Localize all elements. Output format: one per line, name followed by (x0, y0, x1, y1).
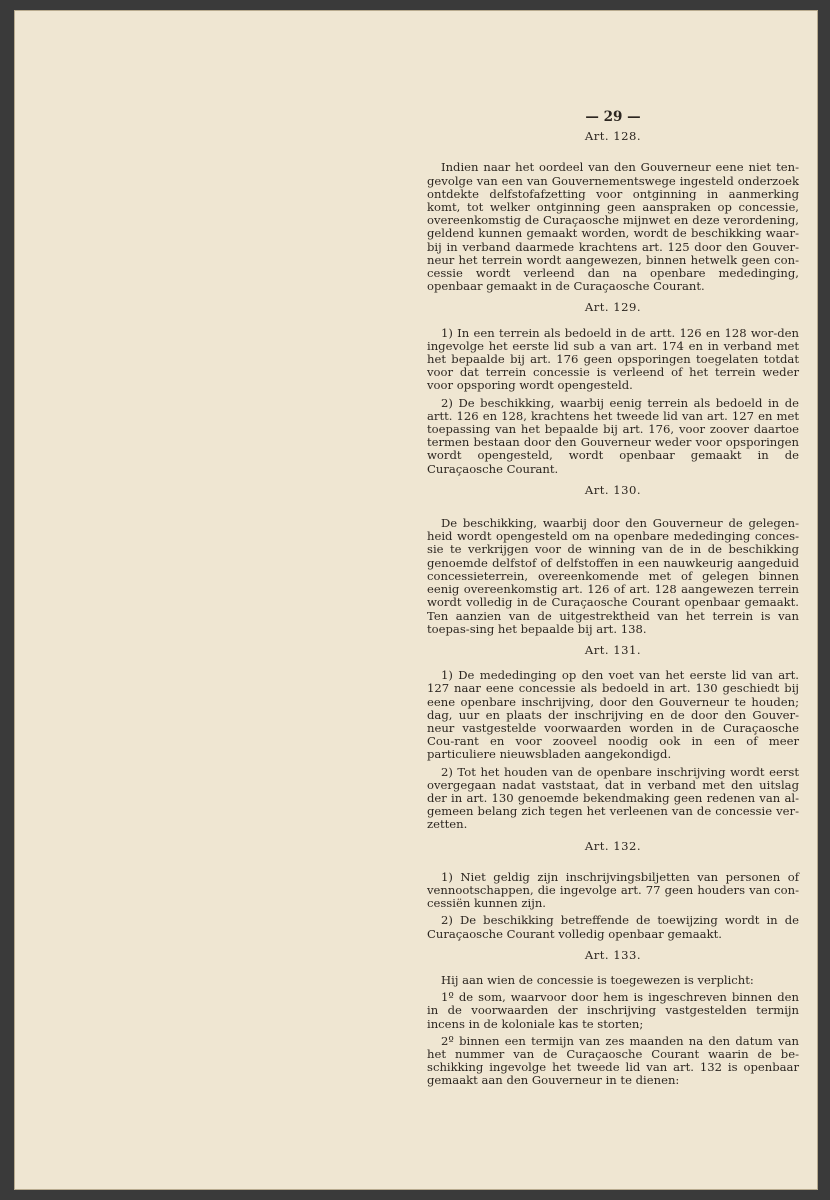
paragraph: Indien naar het oordeel van den Gouverneur eene niet ten-gevolge van een van Gouvernementswege ingesteld onderzoek ontdekte delfstofafzetting voor ontginning in aanmerking komt, tot welker ontginning geen aanspraken op concessie, overeenkomstig de Curaçaosche mijnwet en deze verordening, geldend kunnen gemaakt worden, wordt de beschikking waar-bij in verband daarmede krachtens art. 125 door den Gouver-neur het terrein wordt aangewezen, binnen hetwelk geen con-cessie wordt verleend dan na openbare mededinging, openbaar gemaakt in de Curaçaosche Courant. (427, 160, 799, 294)
paragraph: 2) De beschikking betreffende de toewijzing wordt in de Curaçaosche Courant volledig openbaar gemaakt. (427, 913, 799, 941)
article-heading: Art. 130. (584, 482, 642, 497)
paragraph: 1) De mededinging op den voet van het eerste lid van art. 127 naar eene concessie als bedoeld in art. 130 geschiedt bij eene openbare inschrijving, door den Gouverneur te houden; dag, uur en plaats der inschrijving en de door den Gouver-neur vastgestelde voorwaarden worden in de Curaçaosche Cou-rant en voor zooveel noodig ook in een of meer particuliere nieuwsbladen aangekondigd. (427, 668, 799, 762)
paragraph: Hij aan wien de concessie is toegewezen is verplicht: (441, 972, 754, 987)
article-heading: Art. 128. (584, 129, 642, 144)
document-page (14, 10, 818, 1190)
paragraph: 2) Tot het houden van de openbare inschrijving wordt eerst overgegaan nadat vaststaat, dat in verband met den uitslag der in art. 130 genoemde bekendmaking geen redenen van al-gemeen belang zich tegen het verleenen van de concessie ver-zetten. (427, 764, 799, 832)
paragraph: 2) De beschikking, waarbij eenig terrein als bedoeld in de artt. 126 en 128, krachtens het tweede lid van art. 127 en met toepassing van het bepaalde bij art. 176, voor zoover daartoe termen bestaan door den Gouverneur weder voor opsporingen wordt opengesteld, wordt openbaar gemaakt in de Curaçaosche Courant. (427, 395, 799, 476)
article-heading: Art. 131. (584, 642, 642, 657)
article-heading: Art. 132. (584, 838, 642, 853)
paragraph: 1) In een terrein als bedoeld in de artt. 126 en 128 wor-den ingevolge het eerste lid sub a van art. 174 en in verband met het bepaalde bij art. 176 geen opsporingen toegelaten totdat voor dat terrein concessie is verleend of het terrein weder voor opsporing wordt opengesteld. (427, 325, 799, 393)
paragraph: 2º binnen een termijn van zes maanden na den datum van het nummer van de Curaçaosche Courant waarin de be-schikking ingevolge het tweede lid van art. 132 is openbaar gemaakt aan den Gouverneur in te dienen: (427, 1033, 799, 1088)
article-heading: Art. 129. (584, 300, 642, 315)
page-number: — 29 — (585, 109, 641, 125)
paragraph: 1) Niet geldig zijn inschrijvingsbiljetten van personen of vennootschappen, die ingevolge art. 77 geen houders van con-cessiën kunnen zijn. (427, 869, 799, 911)
paragraph: De beschikking, waarbij door den Gouverneur de gelegen-heid wordt opengesteld om na openbare mededinging conces-sie te verkrijgen voor de winning van de in de beschikking genoemde delfstof of delfstoffen in een nauwkeurig aangeduid concessieterrein, overeenkomende met of gelegen binnen eenig overeenkomstig art. 126 of art. 128 aangewezen terrein wordt volledig in de Curaçaosche Courant openbaar gemaakt. Ten aanzien van de uitgestrektheid van het terrein is van toepas-sing het bepaalde bij art. 138. (427, 516, 799, 636)
paragraph: 1º de som, waarvoor door hem is ingeschreven binnen den in de voorwaarden der inschrijving vastgestelden termijn incens in de koloniale kas te storten; (427, 990, 799, 1031)
text-column (427, 111, 799, 1092)
article-heading: Art. 133. (584, 947, 642, 962)
